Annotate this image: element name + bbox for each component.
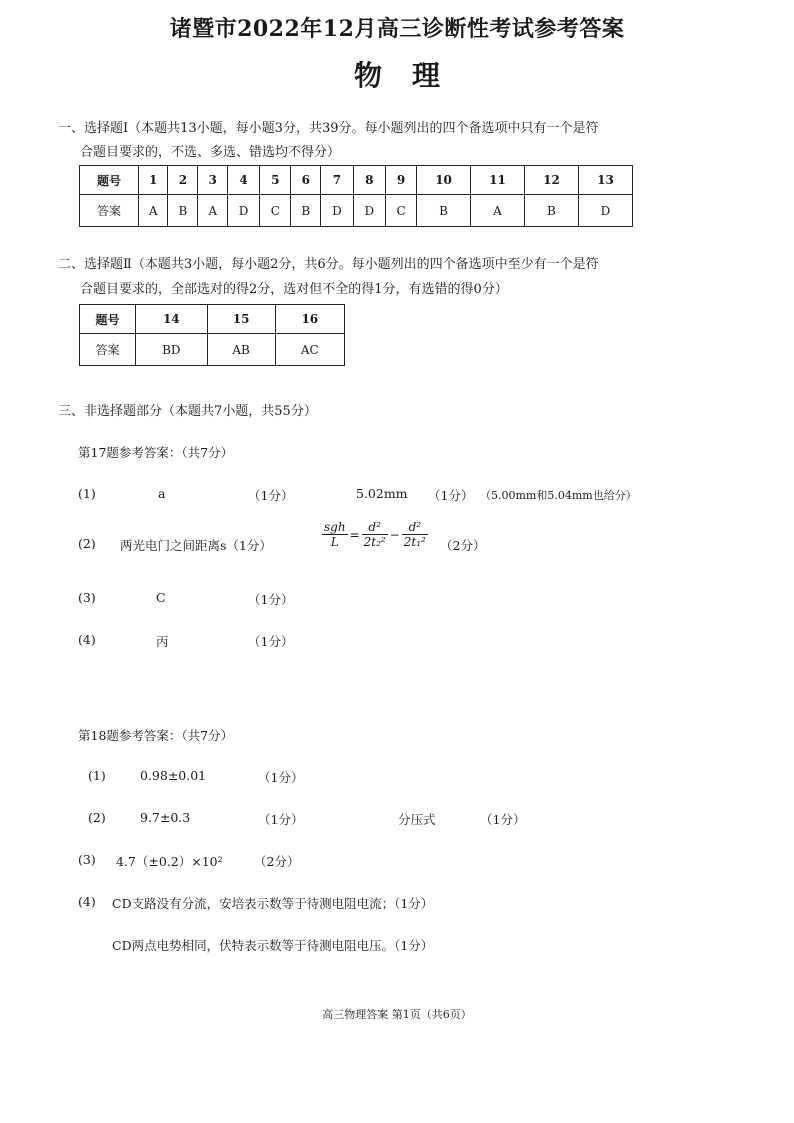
answer-cell: B xyxy=(291,195,321,227)
q17-p4-score: （1分） xyxy=(248,634,294,649)
section2-instruction-line2: 合题目要求的，全部选对的得2分，选对但不全的得1分，有选错的得0分） xyxy=(80,282,508,297)
answer-cell: B xyxy=(524,195,578,227)
q17-p1-num: (1) xyxy=(78,486,96,501)
question-cell: 10 xyxy=(417,166,471,195)
q17-p1-answer: a xyxy=(158,486,166,501)
q17-p2-answer: 两光电门之间距离s（1分） xyxy=(120,538,272,553)
q18-p1-num: (1) xyxy=(88,768,106,783)
question-cell: 16 xyxy=(275,305,344,334)
q18-heading: 第18题参考答案：（共7分） xyxy=(78,728,234,743)
q18-p3-num: (3) xyxy=(78,852,96,867)
question-cell: 12 xyxy=(524,166,578,195)
answer-cell: C xyxy=(260,195,291,227)
question-cell: 3 xyxy=(198,166,227,195)
q18-p1-answer: 0.98±0.01 xyxy=(140,768,207,783)
q17-p1-score2: （1分） xyxy=(428,488,474,503)
question-cell: 15 xyxy=(207,305,275,334)
q17-p4-answer: 丙 xyxy=(156,634,169,649)
row-label-question: 题号 xyxy=(80,166,139,195)
q17-p2-formula: $\frac{\text{sgh}}{L}$ = $\frac{\text{d²}}{\text{2t₂²}}$ − $\frac{\text{d²}}{\text{2t₁²}}$ xyxy=(324,520,426,549)
question-cell: 14 xyxy=(136,305,208,334)
section2-answer-table xyxy=(79,304,345,366)
page-footer: 高三物理答案 第1页（共6页） xyxy=(322,1008,472,1021)
subject-title: 物理 xyxy=(353,59,470,92)
q18-p1-score: （1分） xyxy=(258,770,304,785)
answer-cell: AC xyxy=(275,334,344,366)
q18-p2-answer2: 分压式 xyxy=(398,812,436,827)
table-row-answers xyxy=(80,334,345,366)
q18-p4-line1: CD支路没有分流，安培表示数等于待测电阻电流；（1分） xyxy=(112,896,434,911)
q17-p1-note: （5.00mm和5.04mm也给分） xyxy=(480,489,637,502)
answer-cell: AB xyxy=(207,334,275,366)
formula-fraction: $\frac{\text{d²}}{\text{2t₁²}}$ xyxy=(403,520,426,549)
q17-p3-answer: C xyxy=(156,590,166,605)
q18-p4-num: (4) xyxy=(78,894,96,909)
question-cell: 9 xyxy=(386,166,417,195)
q18-p2-num: (2) xyxy=(88,810,106,825)
row-label-answer: 答案 xyxy=(80,195,139,227)
question-cell: 8 xyxy=(353,166,385,195)
question-cell: 2 xyxy=(168,166,198,195)
q17-p1-score: （1分） xyxy=(248,488,294,503)
q17-heading: 第17题参考答案：（共7分） xyxy=(78,445,234,460)
question-cell: 7 xyxy=(321,166,353,195)
formula-fraction: $\frac{\text{d²}}{\text{2t₂²}}$ xyxy=(363,520,386,549)
answer-cell: D xyxy=(353,195,385,227)
q17-p3-score: （1分） xyxy=(248,592,294,607)
question-cell: 1 xyxy=(139,166,168,195)
row-label-answer: 答案 xyxy=(80,334,136,366)
formula-fraction: $\frac{\text{sgh}}{L}$ xyxy=(324,520,346,549)
question-cell: 5 xyxy=(260,166,291,195)
question-cell: 13 xyxy=(578,166,632,195)
answer-cell: D xyxy=(578,195,632,227)
q17-p2-score: （2分） xyxy=(440,538,486,553)
answer-cell: A xyxy=(139,195,168,227)
q17-p2-num: (2) xyxy=(78,536,96,551)
section1-instruction-line1: 一、选择题Ⅰ（本题共13小题，每小题3分，共39分。每小题列出的四个备选项中只有一个是符 xyxy=(58,121,599,136)
table-row-answers xyxy=(80,195,633,227)
q18-p3-score: （2分） xyxy=(254,854,300,869)
row-label-question: 题号 xyxy=(80,305,136,334)
table-row-questions xyxy=(80,305,345,334)
page-title: 诸暨市2022年12月高三诊断性考试参考答案 xyxy=(169,16,625,42)
question-cell: 4 xyxy=(227,166,259,195)
question-cell: 6 xyxy=(291,166,321,195)
answer-cell: A xyxy=(471,195,525,227)
answer-cell: B xyxy=(417,195,471,227)
table-row-questions xyxy=(80,166,633,195)
q18-p4-line2: CD两点电势相同，伏特表示数等于待测电阻电压。（1分） xyxy=(112,938,434,953)
question-cell: 11 xyxy=(471,166,525,195)
q17-p3-num: (3) xyxy=(78,590,96,605)
answer-cell: D xyxy=(321,195,353,227)
q17-p4-num: (4) xyxy=(78,632,96,647)
answer-cell: A xyxy=(198,195,227,227)
answer-cell: C xyxy=(386,195,417,227)
q18-p2-score: （1分） xyxy=(258,812,304,827)
section2-instruction-line1: 二、选择题Ⅱ（本题共3小题，每小题2分，共6分。每小题列出的四个备选项中至少有一个是符 xyxy=(58,257,599,272)
q17-p1-answer2: 5.02mm xyxy=(356,486,408,501)
answer-cell: D xyxy=(227,195,259,227)
section1-instruction-line2: 合题目要求的，不选、多选、错选均不得分） xyxy=(80,145,341,160)
section3-heading: 三、非选择题部分（本题共7小题，共55分） xyxy=(58,404,317,419)
section1-answer-table xyxy=(79,165,633,227)
q18-p2-score2: （1分） xyxy=(480,812,526,827)
q18-p2-answer: 9.7±0.3 xyxy=(140,810,191,825)
q18-p3-answer: 4.7（±0.2）×10² xyxy=(116,854,223,869)
answer-cell: B xyxy=(168,195,198,227)
answer-cell: BD xyxy=(136,334,208,366)
